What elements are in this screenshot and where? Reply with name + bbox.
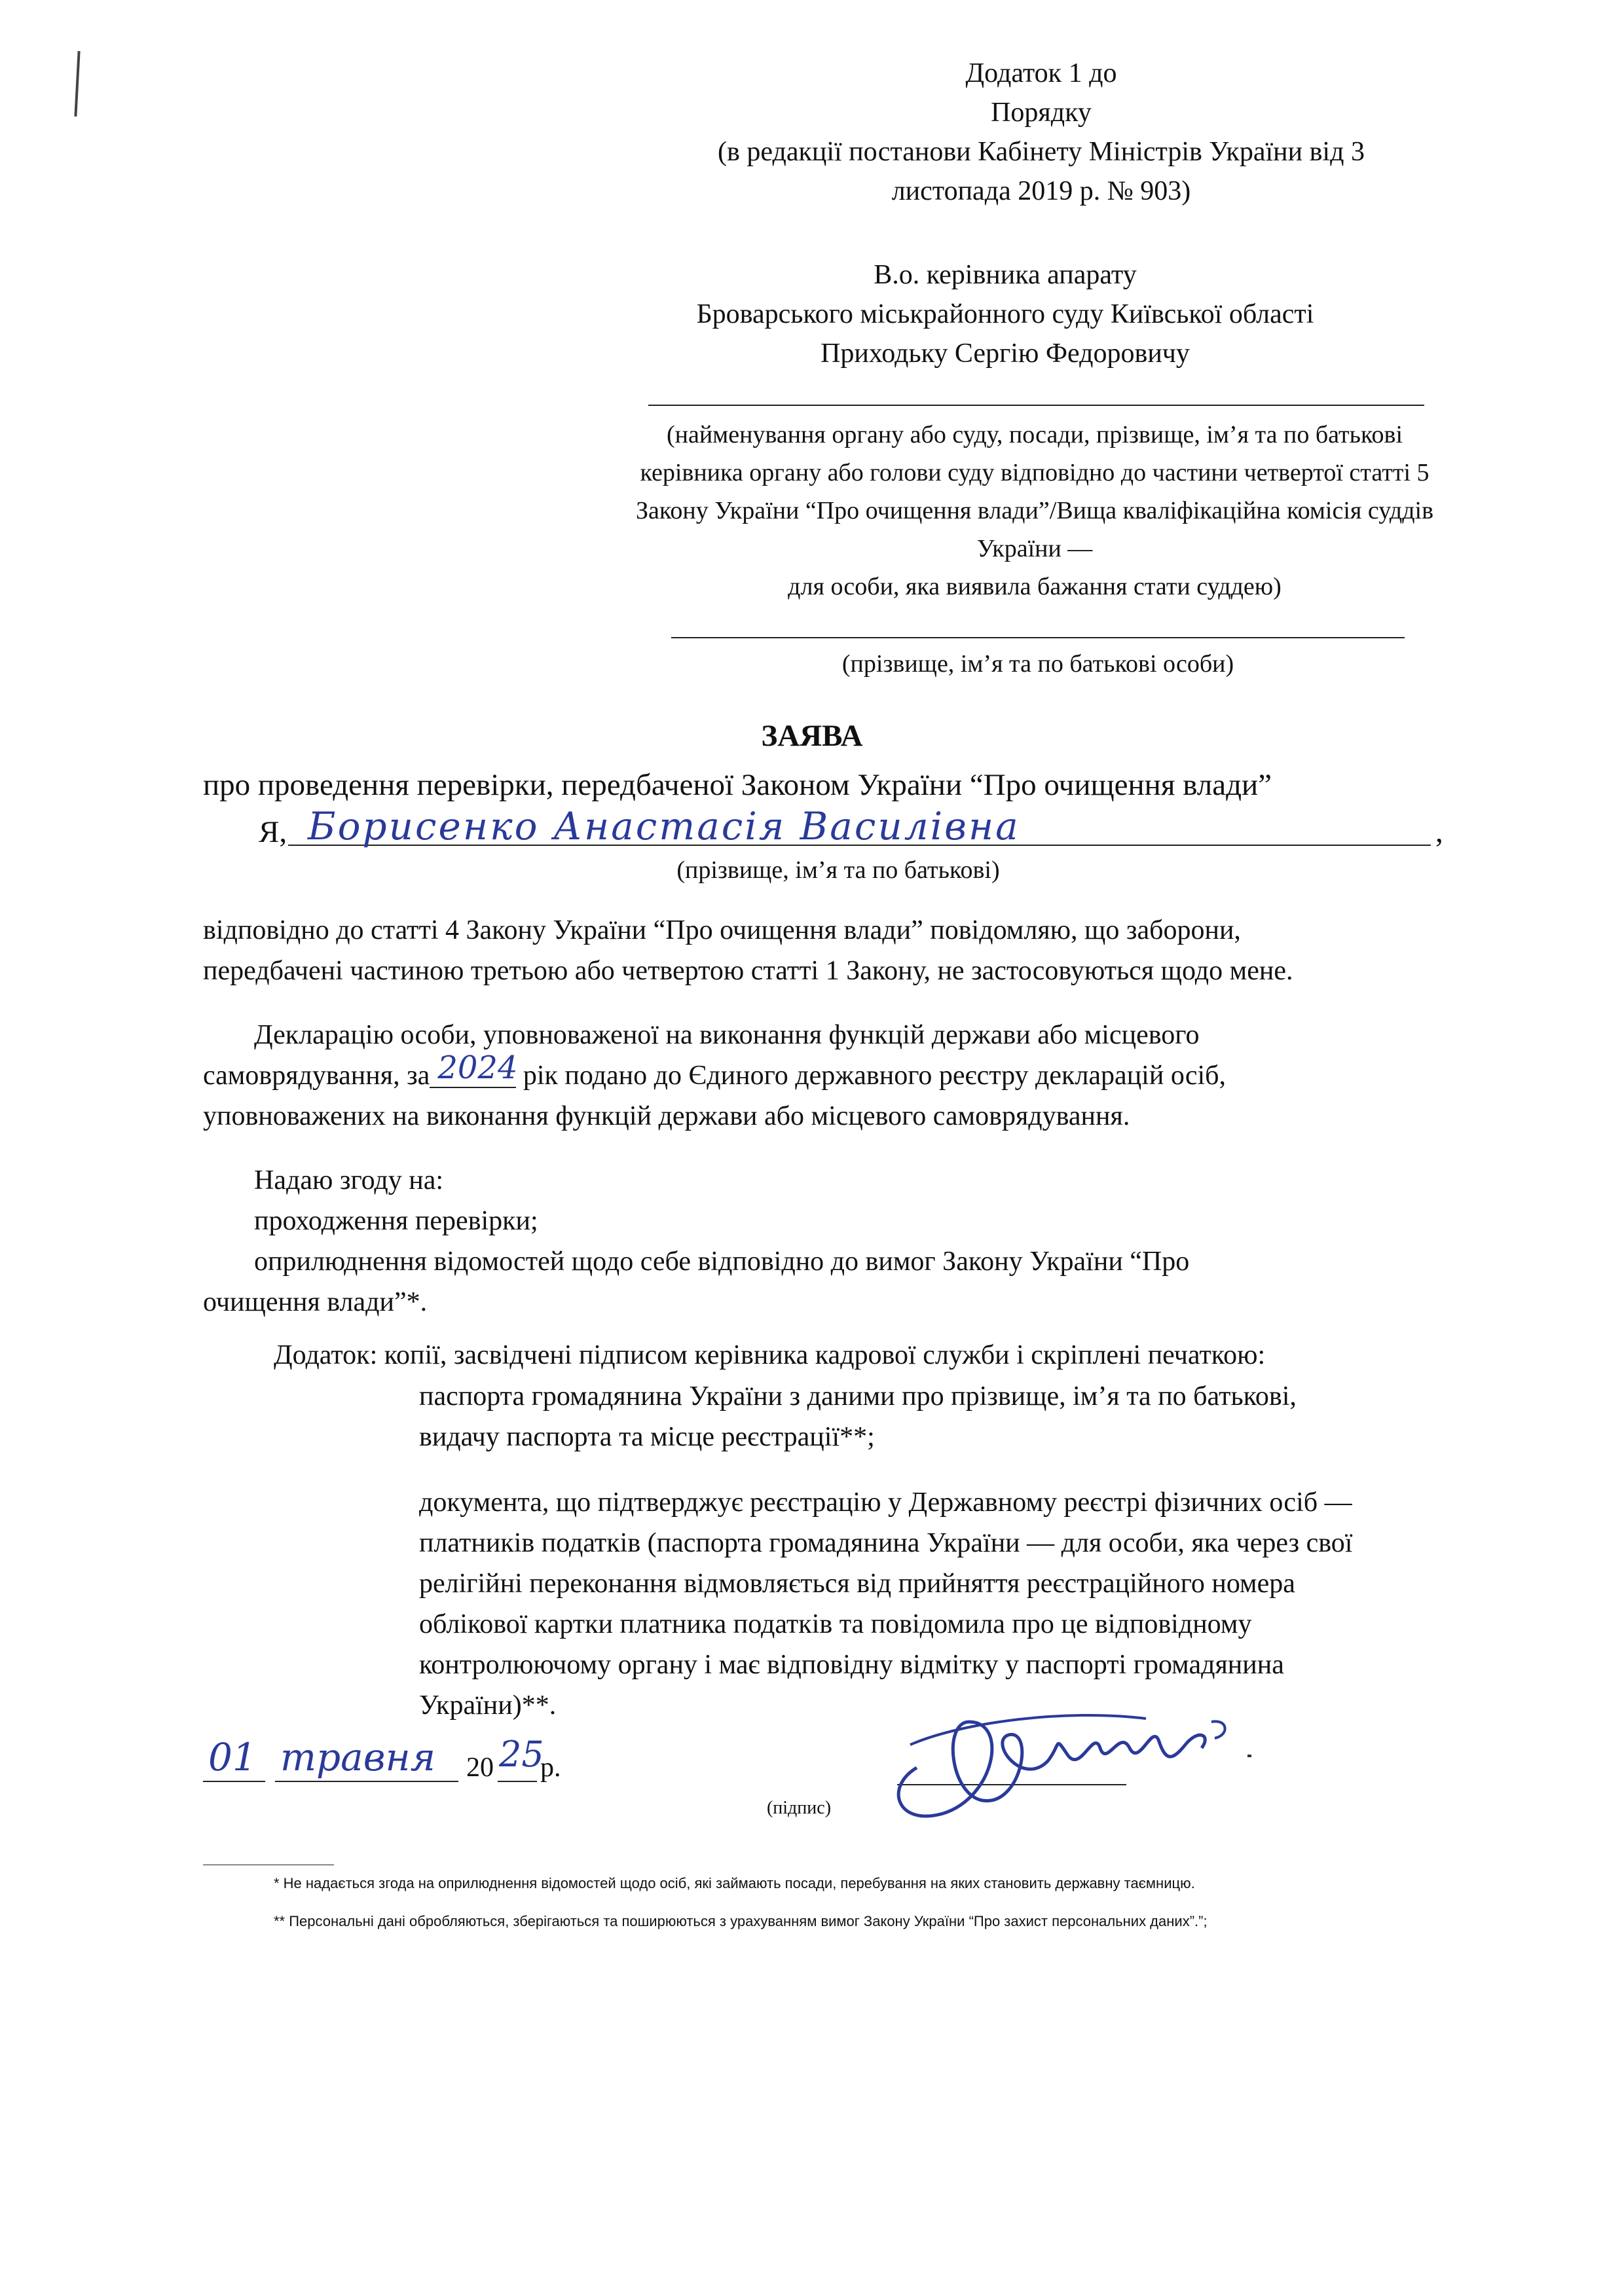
attachment-heading: Додаток: копії, засвідчені підписом керівника кадрової служби і скріплені печаткою: <box>274 1340 1266 1370</box>
date-year-suffix: 25 <box>499 1734 544 1775</box>
applicant-hint: (прізвище, ім’я та по батькові) <box>676 856 1000 884</box>
paragraph-line: відповідно до статті 4 Закону України “Про очищення влади” повідомляю, що заборони, <box>203 915 1241 945</box>
pen-mark <box>74 51 80 117</box>
hint-line: (найменування органу або суду, посади, прізвище, ім’я та по батькові <box>666 421 1403 448</box>
addressee-hint <box>576 416 1493 606</box>
date-day: 01 <box>208 1735 257 1779</box>
year-field <box>430 1049 518 1088</box>
consent-line: очищення влади”*. <box>203 1287 428 1317</box>
paragraph-2 <box>203 1015 1513 1137</box>
date-month: травня <box>280 1735 436 1779</box>
attachment-line: облікової картки платника податків та повідомила про це відповідному <box>419 1609 1252 1639</box>
date-year-prefix: 20 <box>466 1753 494 1783</box>
paragraph-line: уповноважених на виконання функцій держави або місцевого самоврядування. <box>203 1101 1130 1131</box>
attachment-line: контролюючому органу і має відповідну відмітку у паспорті громадянина <box>419 1650 1284 1680</box>
applicant-handwritten-name: Борисенко Анастасія Василівна <box>308 804 1020 848</box>
paragraph-1 <box>203 910 1513 991</box>
header-line: (в редакції постанови Кабінету Міністрів України від 3 <box>718 137 1365 167</box>
attachment-line: паспорта громадянина України з даними про прізвище, ім’я та по батькові, <box>419 1381 1297 1412</box>
year-handwritten: 2024 <box>437 1049 518 1086</box>
document-title: ЗАЯВА <box>761 719 863 753</box>
consent-line: оприлюднення відомостей щодо себе відповідно до вимог Закону України “Про <box>254 1247 1190 1277</box>
consent-line: проходження перевірки; <box>254 1206 538 1236</box>
consent-block <box>203 1160 1513 1322</box>
date-year-line <box>498 1781 537 1782</box>
person-hint: (прізвище, ім’я та по батькові особи) <box>841 650 1234 678</box>
header-line: листопада 2019 р. № 903) <box>891 176 1191 206</box>
hint-line: для особи, яка виявила бажання стати суддею) <box>788 573 1282 600</box>
header-line: Додаток 1 до <box>965 58 1117 88</box>
paragraph-text: самоврядування, за <box>203 1061 430 1091</box>
person-underline <box>671 637 1405 638</box>
hint-line: Закону України “Про очищення влади”/Вища кваліфікаційна комісія суддів <box>635 497 1434 524</box>
signature-dot <box>1247 1755 1251 1757</box>
applicant-prefix: Я, <box>259 815 287 849</box>
applicant-suffix: , <box>1435 815 1443 849</box>
paragraph-line: передбачені частиною третьою або четвертою статті 1 Закону, не застосовуються щодо мене. <box>203 956 1293 986</box>
addressee-block <box>589 255 1421 373</box>
footnote-2: ** Персональні дані обробляються, зберігаються та поширюються з урахуванням вимог Закону України “Про захист персональних даних”.”; <box>274 1913 1208 1929</box>
attachment-line: документа, що підтверджує реєстрацію у Державному реєстрі фізичних осіб — <box>419 1487 1352 1518</box>
attachment-line: видачу паспорта та місце реєстрації**; <box>419 1422 875 1452</box>
attachment-line: України)**. <box>419 1690 557 1721</box>
addressee-line: В.о. керівника апарату <box>874 260 1137 290</box>
header-block <box>642 54 1441 211</box>
hint-line: керівника органу або голови суду відповідно до частини четвертої статті 5 <box>640 459 1430 486</box>
signature-image <box>871 1683 1238 1833</box>
attachment-line: релігійні переконання відмовляється від прийняття реєстраційного номера <box>419 1569 1295 1599</box>
paragraph-text: рік подано до Єдиного державного реєстру декларацій осіб, <box>523 1061 1227 1091</box>
attachment-line: платників податків (паспорта громадянина України — для особи, яка через свої <box>419 1528 1353 1558</box>
addressee-line: Броварського міськрайонного суду Київської області <box>696 299 1314 329</box>
consent-line: Надаю згоду на: <box>254 1165 444 1195</box>
paragraph-line: Декларацію особи, уповноваженої на виконання функцій держави або місцевого <box>254 1020 1200 1050</box>
date-day-line <box>203 1781 265 1782</box>
date-year-end: р. <box>540 1753 561 1783</box>
paragraph-line <box>203 1049 1513 1096</box>
document-subtitle: про проведення перевірки, передбаченої Законом України “Про очищення влади” <box>203 768 1272 802</box>
attachment-list <box>419 1376 1532 1726</box>
addressee-line: Приходьку Сергію Федоровичу <box>821 338 1190 369</box>
addressee-underline <box>648 405 1424 406</box>
header-line: Порядку <box>991 98 1092 128</box>
hint-line: України — <box>976 535 1093 562</box>
date-month-line <box>275 1781 458 1782</box>
footnote-1: * Не надається згода на оприлюднення відомостей щодо осіб, які займають посади, перебування на яких становить державну таємницю. <box>274 1875 1195 1891</box>
signature-label: (підпис) <box>766 1798 832 1818</box>
